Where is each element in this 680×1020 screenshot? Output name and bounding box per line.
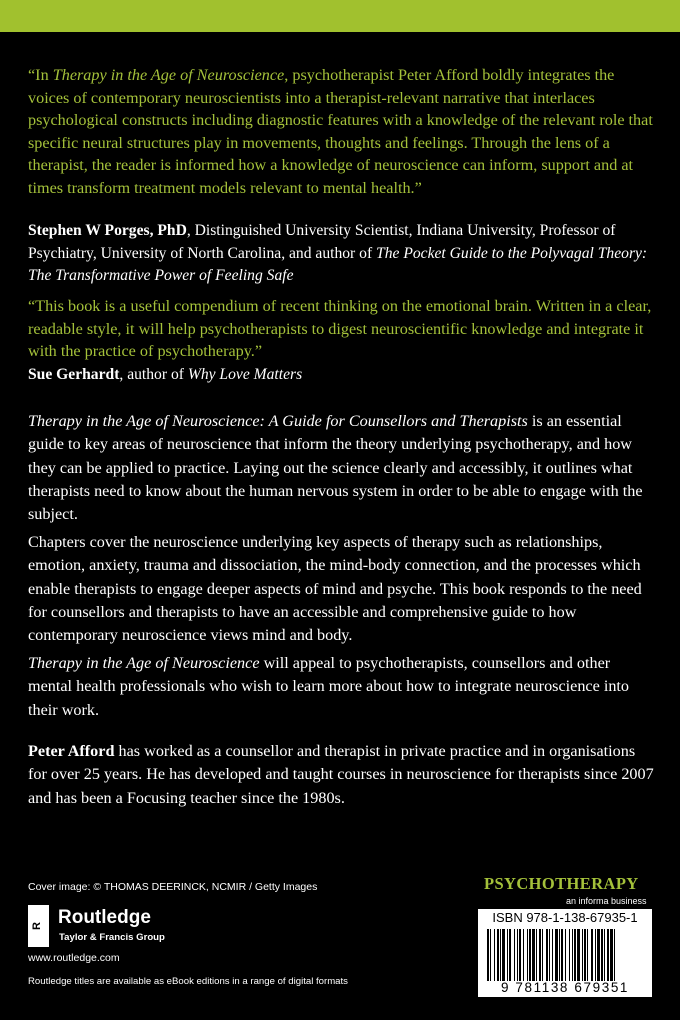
attribution1-text: , Distinguished University Scientist, Indiana University, Professor of Psychiatry, University of North Carolina, and author of <box>28 222 616 262</box>
barcode-bar <box>601 929 603 981</box>
barcode-bar <box>584 929 586 981</box>
routledge-logo <box>28 905 188 947</box>
attribution1-book-title: The Pocket Guide to the Polyvagal Theory: The Transformative Power of Feeling Safe <box>28 244 648 284</box>
barcode-bar <box>561 929 563 981</box>
top-color-bar <box>0 0 680 32</box>
barcode-bar <box>614 929 615 981</box>
publisher-website[interactable]: www.routledge.com <box>28 952 120 964</box>
barcode-bar <box>527 929 528 981</box>
description-paragraph-1 <box>28 410 656 526</box>
barcode-bar <box>519 929 521 981</box>
barcode-bar <box>597 929 600 981</box>
barcode-bar <box>587 929 588 981</box>
barcode-icon <box>487 929 643 981</box>
barcode-bar <box>536 929 537 981</box>
barcode-bar <box>497 929 499 981</box>
author-name: Peter Afford <box>28 742 115 760</box>
attribution1-name: Stephen W Porges, PhD <box>28 222 187 239</box>
barcode-bar <box>610 929 613 981</box>
barcode-bar <box>487 929 489 981</box>
barcode-bar <box>565 929 566 981</box>
barcode-digits: 9 781138 679351 <box>500 980 630 995</box>
barcode-bar <box>502 929 505 981</box>
author-bio-text: has worked as a counsellor and therapist in private practice and in organisations for over 25 years. He has developed and taught courses in neuroscience for therapists since 2007 and has been a Focusing teacher since the 1980s. <box>28 742 654 807</box>
para1-book-title: Therapy in the Age of Neuroscience: A Guide for Counsellors and Therapists <box>28 412 528 430</box>
endorsement-attribution-1 <box>28 220 654 288</box>
barcode-bar <box>500 929 501 981</box>
para2-text: Chapters cover the neuroscience underlying key aspects of therapy such as relationships, emotion, anxiety, trauma and dissociation, the mind-body connection, and the processes which enable therapists to engage deeper aspects of mind and psyche. This book responds to the need for counsellors and therapists to have an accessible and comprehensive guide to how contemporary neuroscience views mind and body. <box>28 533 642 645</box>
barcode-bar <box>542 929 543 981</box>
description-paragraph-3 <box>28 652 656 722</box>
cover-image-credit: Cover image: © THOMAS DEERINCK, NCMIR / Getty Images <box>28 881 318 893</box>
attribution2-name: Sue Gerhardt <box>28 366 120 383</box>
barcode-bar <box>555 929 558 981</box>
publisher-group: Taylor & Francis Group <box>59 932 165 943</box>
quote1-text: , psychotherapist Peter Afford boldly integrates the voices of contemporary neuroscientists into a therapist-relevant narrative that interlaces psychological constructs including diagnostic features with a knowledge of the relevant role that specific neural structures play in movements, thoughts and feelings. Through the lens of a therapist, the reader is informed how a knowledge of neuroscience can inform, support and at times transform treatment models relevant to mental health.” <box>28 66 653 197</box>
ebook-note: Routledge titles are available as eBook editions in a range of digital formats <box>28 976 348 987</box>
barcode-bar <box>509 929 511 981</box>
isbn-label: ISBN 978-1-138-67935-1 <box>492 910 638 925</box>
attribution2-book-title: Why Love Matters <box>187 366 303 383</box>
barcode-bar <box>494 929 495 981</box>
barcode-bar <box>549 929 550 981</box>
para3-book-title: Therapy in the Age of Neuroscience <box>28 654 260 672</box>
barcode-bar <box>552 929 553 981</box>
quote2-text: “This book is a useful compendium of recent thinking on the emotional brain. Written in a clear, readable style, it will help psychotherapists to digest neuroscientific knowledge and integrate it with the practice of psychotherapy.” <box>28 297 652 360</box>
description-paragraph-2 <box>28 531 656 647</box>
barcode-bar <box>591 929 593 981</box>
barcode-bar <box>582 929 583 981</box>
publisher-name: Routledge <box>58 907 151 928</box>
routledge-mark-icon <box>28 905 49 947</box>
barcode-bar <box>604 929 605 981</box>
para3-text: will appeal to psychotherapists, counsellors and other mental health professionals who wish to learn more about how to integrate neuroscience into their work. <box>28 654 630 719</box>
endorsement-quote-1 <box>28 64 654 199</box>
para1-text: is an essential guide to key areas of neuroscience that inform the theory underlying psychotherapy, and how they can be applied to practice. Laying out the science clearly and accessibly, it outlines what therapists need to know about the human nervous system in order to be able to engage with the subject. <box>28 412 643 524</box>
quote1-open: “In <box>28 66 53 84</box>
barcode-bar <box>490 929 491 981</box>
endorsement-attribution-2 <box>28 364 654 387</box>
barcode-bar <box>523 929 524 981</box>
barcode-bar <box>577 929 580 981</box>
barcode-bar <box>595 929 596 981</box>
barcode-bar <box>514 929 515 981</box>
barcode-bar <box>532 929 535 981</box>
barcode-bar <box>517 929 518 981</box>
barcode-bar <box>572 929 573 981</box>
quote1-book-title: Therapy in the Age of Neuroscience <box>52 66 285 84</box>
attribution2-text: , author of <box>119 366 188 383</box>
isbn-barcode-box <box>478 909 652 997</box>
informa-tagline: an informa business <box>566 896 647 906</box>
barcode-bar <box>507 929 508 981</box>
barcode-bar <box>574 929 576 981</box>
routledge-mark-letter: R <box>31 921 43 931</box>
barcode-bar <box>559 929 560 981</box>
barcode-bar <box>546 929 548 981</box>
subject-category: PSYCHOTHERAPY <box>484 874 639 893</box>
barcode-bar <box>529 929 531 981</box>
author-bio <box>28 740 656 810</box>
endorsement-quote-2 <box>28 295 654 363</box>
barcode-bar <box>607 929 609 981</box>
barcode-bar <box>539 929 541 981</box>
barcode-bar <box>569 929 570 981</box>
